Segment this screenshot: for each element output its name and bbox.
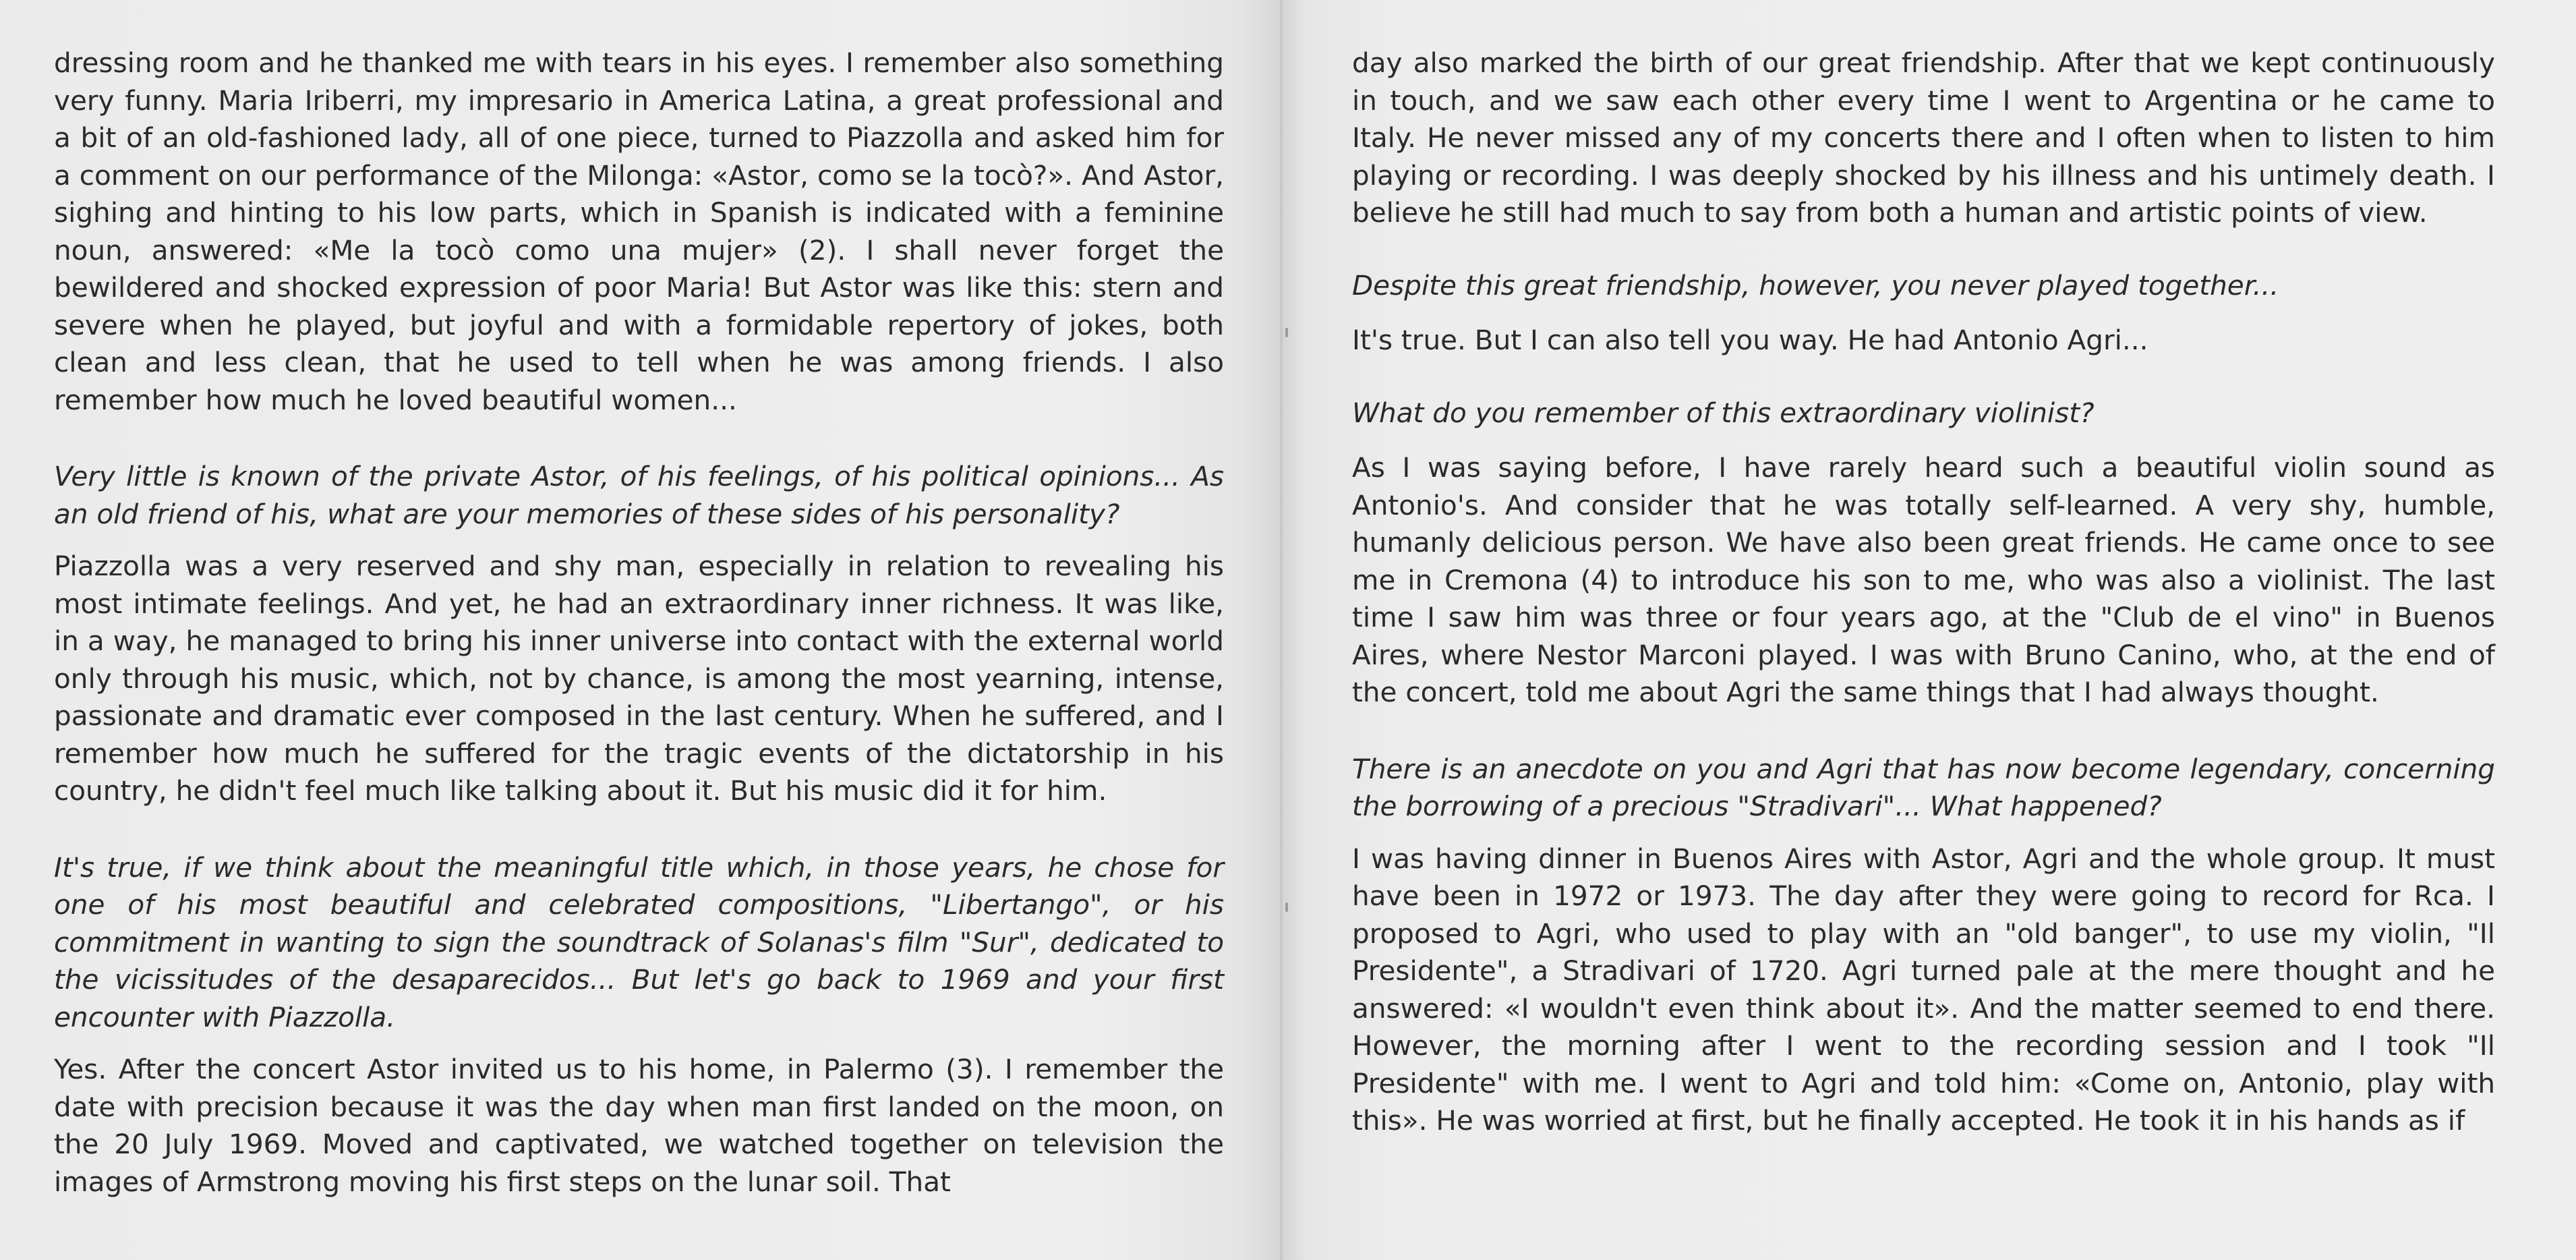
right-answer-paragraph: day also marked the birth of our great friendship. After that we kept continuously in touch, and we saw each other every time I went to Argentina or he came to Italy. He never missed any of my concerts there and I often when to listen to him playing or recording. I was deeply shocked by his illness and his untimely death. I believe he still had much to say from both a human and artistic points of view. xyxy=(1352,47,2495,229)
right-text-column xyxy=(1352,45,2495,1140)
right-answer-paragraph: I was having dinner in Buenos Aires with Astor, Agri and the whole group. It must have been in 1972 or 1973. The day after they were going to record for Rca. I proposed to Agri, who used to play with an "old banger", to use my violin, "Il Presidente", a Stradivari of 1720. Agri turned pale at the mere thought and he answered: «I wouldn't even think about it». And the matter seemed to end there. However, the morning after I went to the recording session and I took "Il Presidente" with me. I went to Agri and told him: «Come on, Antonio, play with this». He was worried at first, but he finally accepted. He took it in his hands as if xyxy=(1352,842,2495,1137)
left-text-column xyxy=(54,45,1224,1201)
right-answer-paragraph: As I was saying before, I have rarely heard such a beautiful violin sound as Antonio's. And consider that he was totally self-learned. A very shy, humble, humanly delicious person. We have also been great friends. He came once to see me in Cremona (4) to introduce his son to me, who was also a violinist. The last time I saw him was three or four years ago, at the "Club de el vino" in Buenos Aires, where Nestor Marconi played. I was with Bruno Canino, who, at the end of the concert, told me about Agri the same things that I had always thought. xyxy=(1352,451,2495,708)
staple-mark xyxy=(1285,328,1288,337)
left-answer-paragraph: Yes. After the concert Astor invited us to his home, in Palermo (3). I remember the date with precision because it was the day when man first landed on the moon, on the 20 July 1969. Moved and captivated, we watched together on television the images of Armstrong moving his first steps on the lunar soil. That xyxy=(54,1053,1224,1198)
left-answer-paragraph: Piazzolla was a very reserved and shy man, especially in relation to revealing his most intimate feelings. And yet, he had an extraordinary inner richness. It was like, in a way, he managed to bring his inner universe into contact with the external world only through his music, which, not by chance, is among the most yearning, intense, passionate and dramatic ever composed in the last century. When he suffered, and I remember how much he suffered for the tragic events of the dictatorship in his country, he didn't feel much like talking about it. But his music did it for him. xyxy=(54,550,1224,807)
staple-mark xyxy=(1285,903,1288,912)
right-question-paragraph: There is an anecdote on you and Agri that has now become legendary, concerning the borrowing of a precious "Stradivari"... What happened? xyxy=(1352,752,2495,822)
left-question-paragraph: It's true, if we think about the meaningful title which, in those years, he chose for one of his most beautiful and celebrated compositions, "Libertango", or his commitment in wanting to sign the soundtrack of Solanas's film "Sur", dedicated to the vicissitudes of the desaparecidos... But let's go back to 1969 and your first encounter with Piazzolla. xyxy=(54,851,1224,1033)
right-question-paragraph: Despite this great friendship, however, you never played together... xyxy=(1352,268,2279,302)
left-question-paragraph: Very little is known of the private Astor, of his feelings, of his political opinions... As an old friend of his, what are your memories of these sides of his personality? xyxy=(54,460,1224,530)
book-spine-gutter xyxy=(1280,0,1283,1260)
right-answer-paragraph: It's true. But I can also tell you way. He had Antonio Agri... xyxy=(1352,324,2148,356)
left-page xyxy=(0,0,1281,1260)
right-question-paragraph: What do you remember of this extraordinary violinist? xyxy=(1352,396,2095,429)
left-answer-paragraph: dressing room and he thanked me with tears in his eyes. I remember also something very funny. Maria Iriberri, my impresario in America Latina, a great professional and a bit of an old-fashioned lady, all of one piece, turned to Piazzolla and asked him for a comment on our performance of the Milonga: «Astor, como se la tocò?». And Astor, sighing and hinting to his low parts, which in Spanish is indicated with a feminine noun, answered: «Me la tocò como una mujer» (2). I shall never forget the bewildered and shocked expression of poor Maria! But Astor was like this: stern and severe when he played, but joyful and with a formidable repertory of jokes, both clean and less clean, that he used to tell when he was among friends. I also remember how much he loved beautiful women... xyxy=(54,47,1224,416)
right-page xyxy=(1281,0,2576,1260)
